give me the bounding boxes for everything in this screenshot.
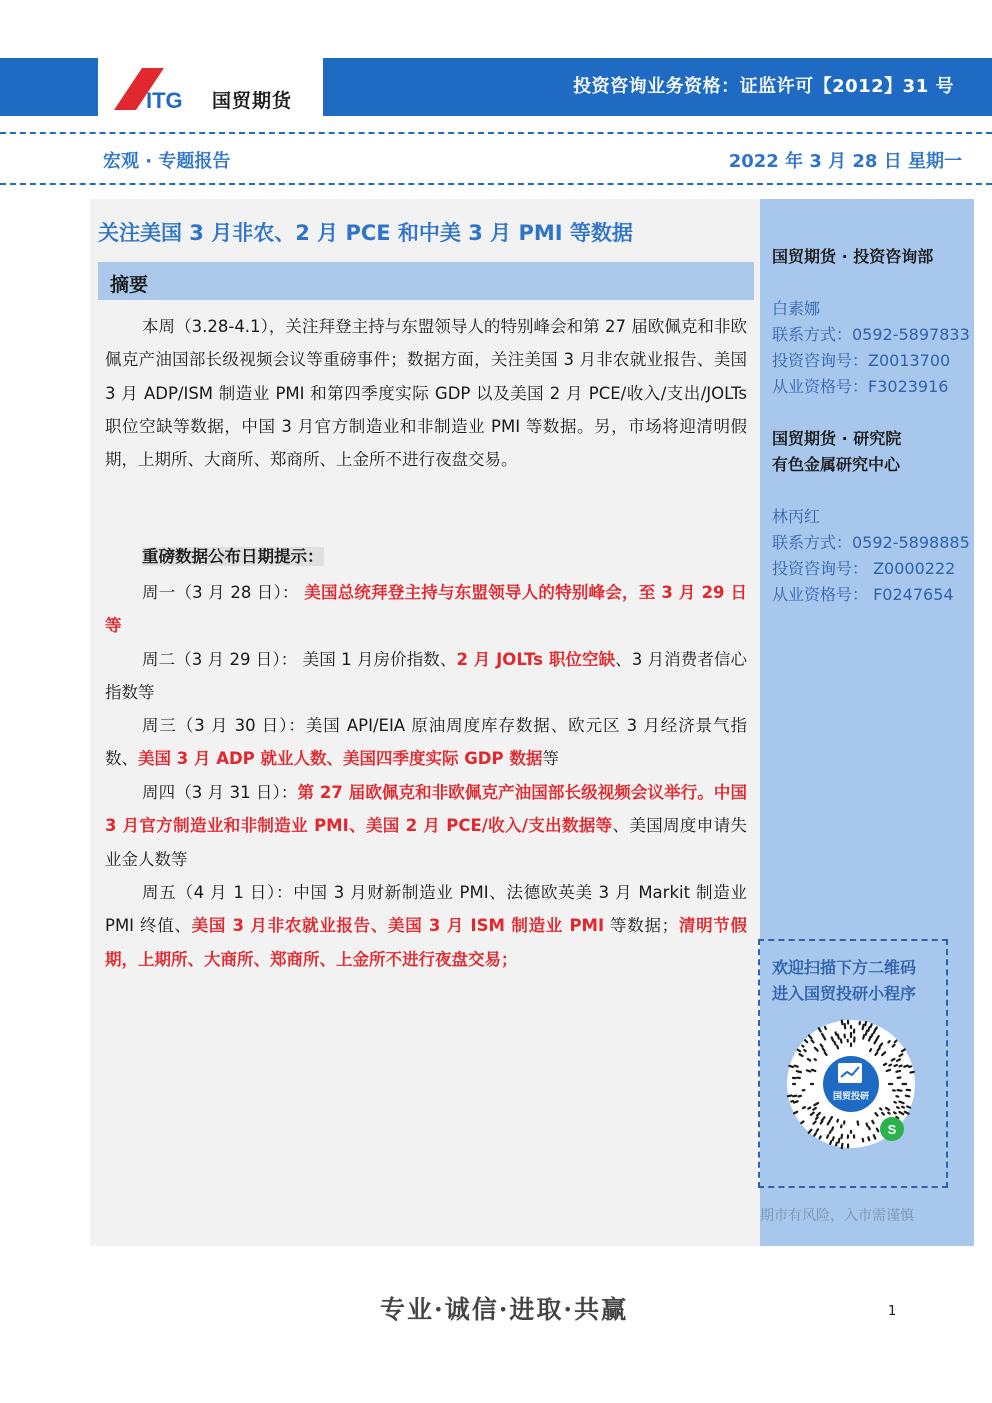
schedule-heading-text: 重磅数据公布日期提示： <box>142 547 324 566</box>
analyst-qual-2: 从业资格号： F0247654 <box>772 585 954 604</box>
sidebar-dept-1: 国贸期货 · 投资咨询部 <box>772 247 934 266</box>
sidebar-dept-2-line1: 国贸期货 · 研究院 <box>772 429 902 448</box>
summary-bar <box>98 262 754 300</box>
qr-code-icon[interactable] <box>778 1017 924 1151</box>
license-text: 投资咨询业务资格：证监许可【2012】31 号 <box>573 76 954 97</box>
schedule-monday <box>105 576 747 643</box>
schedule-thursday <box>105 776 747 876</box>
itg-logo-icon <box>112 66 212 112</box>
analyst-qual-1: 从业资格号：F3023916 <box>772 377 949 396</box>
report-title: 关注美国 3 月非农、2 月 PCE 和中美 3 月 PMI 等数据 <box>98 221 633 245</box>
monday-highlight: 美国总统拜登主持与东盟领导人的特别峰会，至 3 月 29 日等 <box>105 583 748 636</box>
sidebar-dept-2-line2: 有色金属研究中心 <box>772 455 901 474</box>
risk-warning: 期市有风险，入市需谨慎 <box>760 1208 914 1224</box>
logo-text: ITG <box>146 88 183 112</box>
tuesday-suffix: 、3 月消费者信心指数等 <box>105 650 747 703</box>
qr-center-label: 国贸投研 <box>832 1091 870 1101</box>
analyst-contact-2: 联系方式：0592-5898885 <box>772 533 970 552</box>
wednesday-prefix: 周三（3 月 30 日）：美国 API/EIA 原油周度库存数据、欧元区 3 月经济景气指数、 <box>105 716 747 769</box>
schedule-tuesday <box>105 643 747 710</box>
friday-highlight-1: 美国 3 月非农就业报告、美国 3 月 ISM 制造业 PMI <box>191 916 605 936</box>
analyst-advisor-1: 投资咨询号：Z0013700 <box>772 351 951 370</box>
tuesday-prefix: 周二（3 月 29 日）： 美国 1 月房价指数、 <box>142 650 457 669</box>
friday-highlight-2: 清明节假期，上期所、大商所、郑商所、上金所不进行夜盘交易； <box>105 916 747 969</box>
monday-prefix: 周一（3 月 28 日）： <box>142 583 305 602</box>
qr-caption-line2: 进入国贸投研小程序 <box>772 984 917 1003</box>
svg-text:S: S <box>887 1122 897 1137</box>
thursday-suffix: 、美国周度申请失业金人数等 <box>105 816 747 869</box>
analyst-name-1: 白素娜 <box>772 299 821 318</box>
friday-mid: 等数据； <box>604 916 679 936</box>
divider-top <box>0 132 992 134</box>
analyst-advisor-2: 投资咨询号： Z0000222 <box>772 559 956 578</box>
schedule-heading <box>105 540 747 573</box>
report-category: 宏观 · 专题报告 <box>103 151 231 172</box>
wednesday-suffix: 等 <box>542 749 559 769</box>
company-motto: 专业·诚信·进取·共赢 <box>380 1295 629 1324</box>
report-date: 2022 年 3 月 28 日 星期一 <box>728 151 962 172</box>
divider-bottom <box>0 183 992 185</box>
wednesday-highlight: 美国 3 月 ADP 就业人数、美国四季度实际 GDP 数据 <box>138 749 543 769</box>
page-number: 1 <box>888 1304 897 1319</box>
logo-cn-text: 国贸期货 <box>212 90 293 112</box>
analyst-contact-1: 联系方式：0592-5897833 <box>772 325 970 344</box>
thursday-highlight: 第 27 届欧佩克和非欧佩克产油国部长级视频会议举行。中国 3 月官方制造业和非制造业 PMI、美国 2 月 PCE/收入/支出数据等 <box>105 783 747 836</box>
summary-label: 摘要 <box>110 274 149 296</box>
qr-caption-line1: 欢迎扫描下方二维码 <box>772 958 917 977</box>
schedule-friday <box>105 876 747 976</box>
thursday-prefix: 周四（3 月 31 日）： <box>142 783 298 802</box>
friday-prefix: 周五（4 月 1 日）：中国 3 月财新制造业 PMI、法德欧英美 3 月 Markit 制造业 PMI 终值、 <box>105 883 747 936</box>
summary-intro: 本周（3.28-4.1），关注拜登主持与东盟领导人的特别峰会和第 27 届欧佩克和非欧佩克产油国部长级视频会议等重磅事件；数据方面，关注美国 3 月非农就业报告、美国 3 月 ADP/ISM 制造业 PMI 和第四季度实际 GDP 以及美国 2 月 PCE/收入/支出/JOLTs 职位空缺等数据，中国 3 月官方制造业和非制造业 PMI 等数据。另，市场将迎清明假期，上期所、大商所、郑商所、上金所不进行夜盘交易。 <box>105 317 747 470</box>
schedule-wednesday <box>105 709 747 776</box>
tuesday-highlight: 2 月 JOLTs 职位空缺 <box>456 650 616 669</box>
analyst-name-2: 林丙红 <box>772 507 821 526</box>
qr-caption <box>772 955 916 1007</box>
